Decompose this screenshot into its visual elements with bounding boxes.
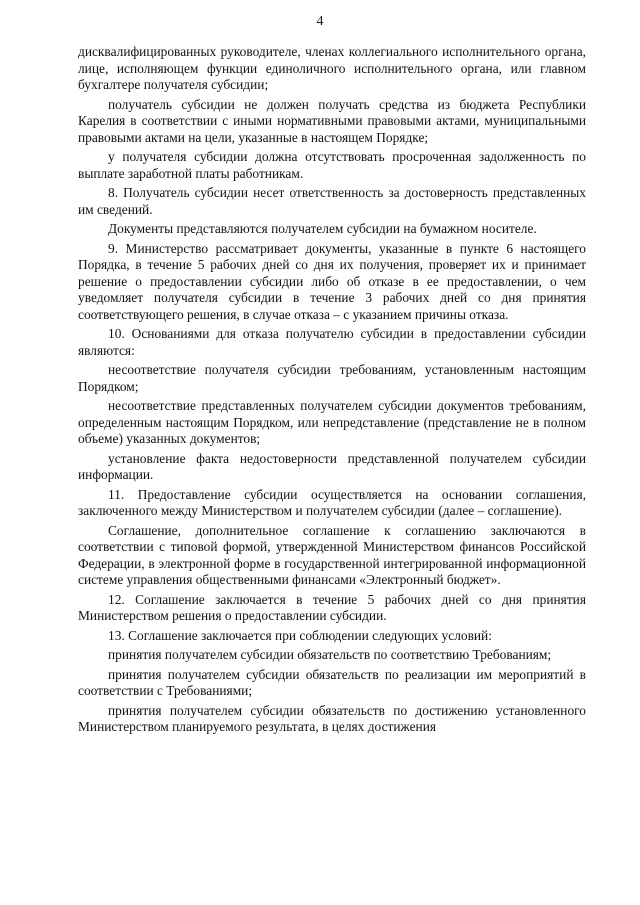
paragraph: принятия получателем субсидии обязательств по реализации им мероприятий в соответствии с Требованиями; <box>78 666 586 698</box>
paragraph: Соглашение, дополнительное соглашение к соглашению заключаются в соответствии с типовой формой, утвержденной Министерством финансов Российской Федерации, в электронной форме в государственной интегрированной информационной системе управления общественными финансами «Электронный бюджет». <box>78 522 586 587</box>
paragraph: 9. Министерство рассматривает документы, указанные в пункте 6 настоящего Порядка, в течение 5 рабочих дней со дня их получения, проверяет их и принимает решение о предоставлении субсидии либо об отказе в ее предоставлении, о чем уведомляет получателя субсидии в течение 3 рабочих дней со дня принятия соответствующего решения, в случае отказа – с указанием причины отказа. <box>78 240 586 322</box>
paragraph: 8. Получатель субсидии несет ответственность за достоверность представленных им сведений. <box>78 185 586 217</box>
paragraph: у получателя субсидии должна отсутствовать просроченная задолженность по выплате заработной платы работникам. <box>78 149 586 181</box>
paragraph: несоответствие представленных получателем субсидии документов требованиям, определенным настоящим Порядком, или непредставление (представление не в полном объеме) указанных документов; <box>78 398 586 446</box>
paragraph: дисквалифицированных руководителе, членах коллегиального исполнительного органа, лице, исполняющем функции единоличного исполнительного органа, или главном бухгалтере получателя субсидии; <box>78 44 586 92</box>
paragraph: 13. Соглашение заключается при соблюдении следующих условий: <box>108 627 492 643</box>
paragraph: 11. Предоставление субсидии осуществляется на основании соглашения, заключенного между Министерством и получателем субсидии (далее – соглашение). <box>78 486 586 518</box>
paragraph: принятия получателем субсидии обязательств по соответствию Требованиям; <box>108 647 552 662</box>
paragraph: принятия получателем субсидии обязательств по достижению установленного Министерством планируемого результата, в целях достижения <box>78 702 586 734</box>
paragraph: установление факта недостоверности представленной получателем субсидии информации. <box>78 450 586 482</box>
paragraph: получатель субсидии не должен получать средства из бюджета Республики Карелия в соответствии с иными нормативными правовыми актами, муниципальными правовыми актами на цели, указанные в настоящем Порядке; <box>78 96 586 145</box>
paragraph: 12. Соглашение заключается в течение 5 рабочих дней со дня принятия Министерством решения о предоставлении субсидии. <box>78 591 586 623</box>
document-body <box>78 44 586 739</box>
paragraph: Документы представляются получателем субсидии на бумажном носителе. <box>108 221 537 236</box>
paragraph: несоответствие получателя субсидии требованиям, установленным настоящим Порядком; <box>78 362 586 394</box>
paragraph: 10. Основаниями для отказа получателю субсидии в предоставлении субсидии являются: <box>78 326 586 358</box>
page-number: 4 <box>316 14 324 29</box>
